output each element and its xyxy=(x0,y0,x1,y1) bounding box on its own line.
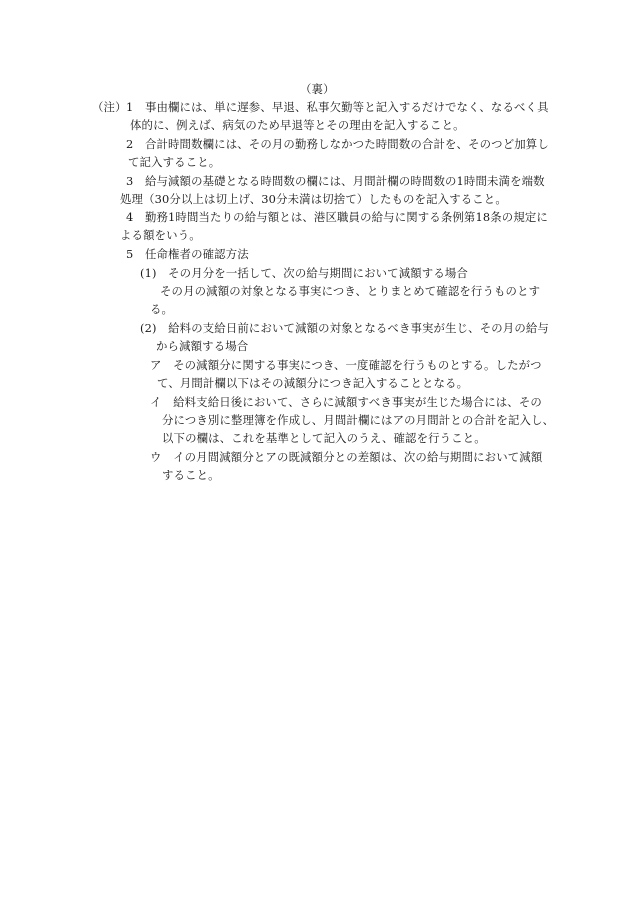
method-1-line-1: その月の減額の対象となる事実につき、とりまとめて確認を行うものとす xyxy=(160,284,541,298)
method-1-heading: (1) その月分を一括して、次の給与期間において減額する場合 xyxy=(140,266,468,280)
method-1-line-2: る。 xyxy=(150,302,174,316)
item-a-line-1: ア その減額分に関する事実につき、一度確認を行うものとする。したがつ xyxy=(150,358,542,372)
item-i-line-1: イ 給料支給日後において、さらに減額すべき事実が生じた場合には、その xyxy=(150,395,542,409)
note-2-line-2: て記入すること。 xyxy=(128,155,221,169)
note-1-line-1: 1 事由欄には、単に遅参、早退、私事欠勤等と記入するだけでなく、なるべく具 xyxy=(126,100,549,114)
method-2-heading-line-1: (2) 給料の支給日前において減額の対象となるべき事実が生じ、その月の給与 xyxy=(140,321,549,335)
note-2-line-1: 2 合計時間数欄には、その月の勤務しなかつた時間数の合計を、そのつど加算し xyxy=(126,137,549,151)
page-title: （裏） xyxy=(300,82,335,96)
note-3-line-2: 処理（30分以上は切上げ、30分未満は切捨て）したものを記入すること。 xyxy=(120,192,507,206)
method-2-heading-line-2: から減額する場合 xyxy=(156,339,249,353)
item-u-line-1: ウ イの月間減額分とアの既減額分との差額は、次の給与期間において減額 xyxy=(150,450,543,464)
note-5-heading: 5 任命権者の確認方法 xyxy=(126,247,249,261)
note-4-line-1: 4 勤務1時間当たりの給与額とは、港区職員の給与に関する条例第18条の規定に xyxy=(126,210,548,224)
note-4-line-2: よる額をいう。 xyxy=(120,228,201,242)
item-u-line-2: すること。 xyxy=(162,468,220,482)
item-i-line-3: 以下の欄は、これを基準として記入のうえ、確認を行うこと。 xyxy=(162,431,486,445)
item-i-line-2: 分につき別に整理簿を作成し、月間計欄にはアの月間計との合計を記入し、 xyxy=(162,413,555,427)
item-a-line-2: て、月間計欄以下はその減額分につき記入することとなる。 xyxy=(157,376,469,390)
note-3-line-1: 3 給与減額の基礎となる時間数の欄には、月間計欄の時間数の1時間未満を端数 xyxy=(126,174,545,188)
note-1-line-2: 体的に、例えば、病気のため早退等とその理由を記入すること。 xyxy=(130,118,465,132)
note-label: （注） xyxy=(92,100,127,114)
